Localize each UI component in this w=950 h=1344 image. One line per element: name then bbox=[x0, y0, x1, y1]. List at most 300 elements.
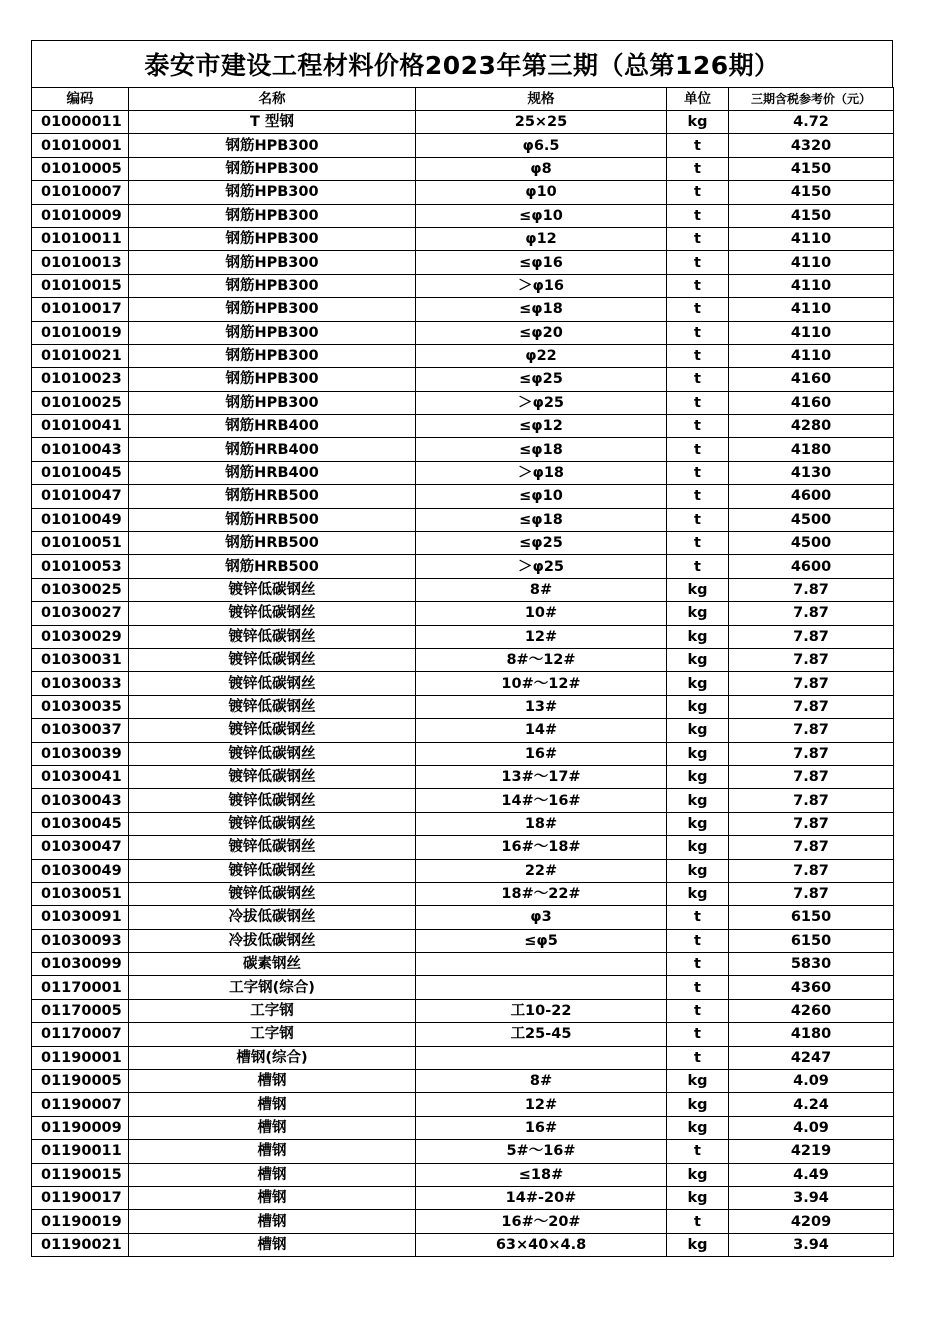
table-row bbox=[32, 578, 894, 601]
cell-code: 01030027 bbox=[32, 602, 129, 625]
cell-price: 4110 bbox=[729, 251, 894, 274]
cell-unit: t bbox=[667, 227, 729, 250]
cell-spec: ＞φ16 bbox=[416, 274, 667, 297]
cell-price: 7.87 bbox=[729, 719, 894, 742]
cell-spec bbox=[416, 953, 667, 976]
cell-price: 7.87 bbox=[729, 742, 894, 765]
table-row bbox=[32, 1093, 894, 1116]
cell-name: 槽钢 bbox=[129, 1210, 416, 1233]
table-header-row bbox=[32, 88, 894, 111]
cell-name: 镀锌低碳钢丝 bbox=[129, 882, 416, 905]
cell-price: 4.09 bbox=[729, 1070, 894, 1093]
cell-unit: t bbox=[667, 906, 729, 929]
cell-unit: kg bbox=[667, 695, 729, 718]
header-spec: 规格 bbox=[416, 88, 667, 111]
cell-unit: t bbox=[667, 485, 729, 508]
cell-price: 4360 bbox=[729, 976, 894, 999]
cell-price: 7.87 bbox=[729, 765, 894, 788]
cell-code: 01190011 bbox=[32, 1140, 129, 1163]
cell-spec: ≤φ10 bbox=[416, 204, 667, 227]
cell-unit: t bbox=[667, 274, 729, 297]
cell-spec: 10# bbox=[416, 602, 667, 625]
cell-price: 6150 bbox=[729, 929, 894, 952]
cell-name: 镀锌低碳钢丝 bbox=[129, 859, 416, 882]
table-row bbox=[32, 204, 894, 227]
cell-spec: φ10 bbox=[416, 181, 667, 204]
cell-name: 镀锌低碳钢丝 bbox=[129, 602, 416, 625]
cell-name: 工字钢(综合) bbox=[129, 976, 416, 999]
cell-spec: 工10-22 bbox=[416, 999, 667, 1022]
cell-name: T 型钢 bbox=[129, 111, 416, 134]
table-row bbox=[32, 111, 894, 134]
cell-spec: 8#～12# bbox=[416, 648, 667, 671]
cell-price: 7.87 bbox=[729, 672, 894, 695]
cell-unit: t bbox=[667, 532, 729, 555]
cell-name: 槽钢(综合) bbox=[129, 1046, 416, 1069]
cell-unit: t bbox=[667, 438, 729, 461]
table-row bbox=[32, 227, 894, 250]
table-row bbox=[32, 1070, 894, 1093]
cell-code: 01010015 bbox=[32, 274, 129, 297]
cell-code: 01190009 bbox=[32, 1116, 129, 1139]
cell-name: 槽钢 bbox=[129, 1116, 416, 1139]
cell-unit: t bbox=[667, 298, 729, 321]
table-row bbox=[32, 1046, 894, 1069]
cell-name: 钢筋HPB300 bbox=[129, 227, 416, 250]
table-row bbox=[32, 672, 894, 695]
table-row bbox=[32, 134, 894, 157]
table-row bbox=[32, 532, 894, 555]
cell-name: 钢筋HRB500 bbox=[129, 532, 416, 555]
cell-unit: t bbox=[667, 461, 729, 484]
price-table bbox=[31, 87, 894, 1257]
cell-unit: kg bbox=[667, 789, 729, 812]
cell-price: 7.87 bbox=[729, 836, 894, 859]
cell-spec: ≤φ18 bbox=[416, 298, 667, 321]
cell-unit: kg bbox=[667, 111, 729, 134]
cell-code: 01010043 bbox=[32, 438, 129, 461]
cell-price: 4150 bbox=[729, 204, 894, 227]
cell-unit: kg bbox=[667, 1070, 729, 1093]
cell-code: 01190017 bbox=[32, 1186, 129, 1209]
cell-name: 镀锌低碳钢丝 bbox=[129, 836, 416, 859]
cell-code: 01010001 bbox=[32, 134, 129, 157]
cell-unit: t bbox=[667, 508, 729, 531]
cell-code: 01170001 bbox=[32, 976, 129, 999]
cell-unit: kg bbox=[667, 1186, 729, 1209]
cell-price: 7.87 bbox=[729, 695, 894, 718]
cell-name: 槽钢 bbox=[129, 1093, 416, 1116]
cell-price: 4500 bbox=[729, 508, 894, 531]
cell-unit: t bbox=[667, 1046, 729, 1069]
cell-price: 7.87 bbox=[729, 648, 894, 671]
cell-price: 4.24 bbox=[729, 1093, 894, 1116]
cell-price: 4247 bbox=[729, 1046, 894, 1069]
cell-spec: 63×40×4.8 bbox=[416, 1233, 667, 1256]
cell-unit: t bbox=[667, 251, 729, 274]
cell-code: 01190015 bbox=[32, 1163, 129, 1186]
cell-price: 7.87 bbox=[729, 625, 894, 648]
cell-unit: t bbox=[667, 555, 729, 578]
document-title: 泰安市建设工程材料价格2023年第三期（总第126期） bbox=[31, 40, 893, 87]
cell-unit: t bbox=[667, 134, 729, 157]
header-code: 编码 bbox=[32, 88, 129, 111]
cell-name: 钢筋HPB300 bbox=[129, 391, 416, 414]
cell-name: 镀锌低碳钢丝 bbox=[129, 789, 416, 812]
cell-name: 碳素钢丝 bbox=[129, 953, 416, 976]
header-name: 名称 bbox=[129, 88, 416, 111]
cell-price: 4.72 bbox=[729, 111, 894, 134]
cell-spec: ≤φ10 bbox=[416, 485, 667, 508]
cell-unit: kg bbox=[667, 1116, 729, 1139]
cell-name: 槽钢 bbox=[129, 1163, 416, 1186]
cell-spec: 14# bbox=[416, 719, 667, 742]
table-row bbox=[32, 929, 894, 952]
cell-name: 钢筋HPB300 bbox=[129, 274, 416, 297]
cell-price: 4150 bbox=[729, 181, 894, 204]
cell-spec: φ12 bbox=[416, 227, 667, 250]
cell-price: 4180 bbox=[729, 438, 894, 461]
cell-unit: t bbox=[667, 1140, 729, 1163]
cell-spec: φ8 bbox=[416, 157, 667, 180]
cell-code: 01190007 bbox=[32, 1093, 129, 1116]
cell-spec: ≤φ12 bbox=[416, 415, 667, 438]
cell-spec: ≤φ18 bbox=[416, 508, 667, 531]
cell-price: 3.94 bbox=[729, 1233, 894, 1256]
cell-code: 01030093 bbox=[32, 929, 129, 952]
cell-spec: 8# bbox=[416, 1070, 667, 1093]
cell-spec: φ22 bbox=[416, 344, 667, 367]
cell-name: 钢筋HPB300 bbox=[129, 204, 416, 227]
cell-price: 4160 bbox=[729, 368, 894, 391]
cell-price: 4.09 bbox=[729, 1116, 894, 1139]
table-row bbox=[32, 1023, 894, 1046]
cell-code: 01010005 bbox=[32, 157, 129, 180]
cell-unit: t bbox=[667, 157, 729, 180]
table-row bbox=[32, 906, 894, 929]
table-row bbox=[32, 508, 894, 531]
cell-name: 工字钢 bbox=[129, 999, 416, 1022]
cell-name: 钢筋HPB300 bbox=[129, 344, 416, 367]
cell-spec: 16#～18# bbox=[416, 836, 667, 859]
cell-name: 镀锌低碳钢丝 bbox=[129, 578, 416, 601]
cell-name: 镀锌低碳钢丝 bbox=[129, 742, 416, 765]
cell-unit: t bbox=[667, 1023, 729, 1046]
cell-spec: 25×25 bbox=[416, 111, 667, 134]
table-row bbox=[32, 648, 894, 671]
cell-spec: 8# bbox=[416, 578, 667, 601]
cell-name: 钢筋HPB300 bbox=[129, 157, 416, 180]
cell-spec: ≤φ20 bbox=[416, 321, 667, 344]
cell-name: 镀锌低碳钢丝 bbox=[129, 719, 416, 742]
table-row bbox=[32, 625, 894, 648]
table-row bbox=[32, 344, 894, 367]
cell-price: 4110 bbox=[729, 344, 894, 367]
cell-price: 7.87 bbox=[729, 859, 894, 882]
cell-price: 4600 bbox=[729, 555, 894, 578]
cell-unit: kg bbox=[667, 602, 729, 625]
table-row bbox=[32, 438, 894, 461]
cell-spec: ＞φ18 bbox=[416, 461, 667, 484]
cell-code: 01030045 bbox=[32, 812, 129, 835]
cell-name: 钢筋HPB300 bbox=[129, 181, 416, 204]
cell-code: 01010047 bbox=[32, 485, 129, 508]
cell-code: 01030031 bbox=[32, 648, 129, 671]
cell-unit: kg bbox=[667, 1093, 729, 1116]
cell-unit: kg bbox=[667, 1163, 729, 1186]
cell-spec: ≤φ16 bbox=[416, 251, 667, 274]
table-row bbox=[32, 976, 894, 999]
cell-name: 槽钢 bbox=[129, 1233, 416, 1256]
cell-code: 01190001 bbox=[32, 1046, 129, 1069]
cell-spec: 12# bbox=[416, 1093, 667, 1116]
cell-price: 4320 bbox=[729, 134, 894, 157]
cell-code: 01010045 bbox=[32, 461, 129, 484]
table-row bbox=[32, 859, 894, 882]
cell-unit: kg bbox=[667, 882, 729, 905]
table-row bbox=[32, 999, 894, 1022]
cell-code: 01030037 bbox=[32, 719, 129, 742]
cell-code: 01010011 bbox=[32, 227, 129, 250]
cell-unit: kg bbox=[667, 765, 729, 788]
cell-name: 钢筋HPB300 bbox=[129, 321, 416, 344]
cell-spec: ＞φ25 bbox=[416, 555, 667, 578]
price-sheet bbox=[31, 40, 893, 1257]
cell-code: 01030047 bbox=[32, 836, 129, 859]
cell-unit: kg bbox=[667, 648, 729, 671]
cell-unit: kg bbox=[667, 1233, 729, 1256]
table-row bbox=[32, 695, 894, 718]
cell-code: 01010021 bbox=[32, 344, 129, 367]
cell-spec: φ3 bbox=[416, 906, 667, 929]
cell-price: 4600 bbox=[729, 485, 894, 508]
cell-price: 7.87 bbox=[729, 882, 894, 905]
cell-unit: t bbox=[667, 368, 729, 391]
table-row bbox=[32, 415, 894, 438]
cell-name: 钢筋HRB400 bbox=[129, 461, 416, 484]
cell-name: 镀锌低碳钢丝 bbox=[129, 812, 416, 835]
cell-price: 7.87 bbox=[729, 789, 894, 812]
cell-code: 01170005 bbox=[32, 999, 129, 1022]
cell-code: 01030091 bbox=[32, 906, 129, 929]
table-row bbox=[32, 368, 894, 391]
table-row bbox=[32, 1233, 894, 1256]
cell-unit: t bbox=[667, 415, 729, 438]
cell-spec: φ6.5 bbox=[416, 134, 667, 157]
cell-name: 钢筋HPB300 bbox=[129, 251, 416, 274]
cell-name: 钢筋HRB500 bbox=[129, 508, 416, 531]
cell-code: 01190021 bbox=[32, 1233, 129, 1256]
table-row bbox=[32, 1186, 894, 1209]
table-row bbox=[32, 602, 894, 625]
table-row bbox=[32, 953, 894, 976]
cell-code: 01190005 bbox=[32, 1070, 129, 1093]
cell-spec: 18# bbox=[416, 812, 667, 835]
cell-code: 01030029 bbox=[32, 625, 129, 648]
cell-spec: 16# bbox=[416, 1116, 667, 1139]
table-row bbox=[32, 742, 894, 765]
cell-price: 4150 bbox=[729, 157, 894, 180]
cell-spec: ≤18# bbox=[416, 1163, 667, 1186]
cell-unit: t bbox=[667, 391, 729, 414]
table-row bbox=[32, 298, 894, 321]
cell-unit: kg bbox=[667, 672, 729, 695]
cell-price: 4110 bbox=[729, 274, 894, 297]
cell-price: 6150 bbox=[729, 906, 894, 929]
cell-price: 4209 bbox=[729, 1210, 894, 1233]
cell-price: 4180 bbox=[729, 1023, 894, 1046]
cell-name: 钢筋HPB300 bbox=[129, 368, 416, 391]
cell-spec: ≤φ18 bbox=[416, 438, 667, 461]
cell-spec bbox=[416, 976, 667, 999]
cell-code: 01170007 bbox=[32, 1023, 129, 1046]
cell-code: 01010049 bbox=[32, 508, 129, 531]
cell-spec: 5#～16# bbox=[416, 1140, 667, 1163]
cell-code: 01030039 bbox=[32, 742, 129, 765]
cell-name: 槽钢 bbox=[129, 1140, 416, 1163]
cell-spec: 16#～20# bbox=[416, 1210, 667, 1233]
table-row bbox=[32, 321, 894, 344]
header-unit: 单位 bbox=[667, 88, 729, 111]
cell-spec: 14#～16# bbox=[416, 789, 667, 812]
cell-spec: 13#～17# bbox=[416, 765, 667, 788]
cell-code: 01030051 bbox=[32, 882, 129, 905]
cell-spec bbox=[416, 1046, 667, 1069]
table-row bbox=[32, 1116, 894, 1139]
cell-price: 4110 bbox=[729, 321, 894, 344]
cell-code: 01030099 bbox=[32, 953, 129, 976]
cell-name: 冷拔低碳钢丝 bbox=[129, 929, 416, 952]
cell-price: 7.87 bbox=[729, 578, 894, 601]
cell-spec: 14#-20# bbox=[416, 1186, 667, 1209]
cell-spec: ＞φ25 bbox=[416, 391, 667, 414]
cell-code: 01010009 bbox=[32, 204, 129, 227]
cell-code: 01010041 bbox=[32, 415, 129, 438]
table-row bbox=[32, 485, 894, 508]
table-row bbox=[32, 882, 894, 905]
cell-unit: t bbox=[667, 929, 729, 952]
cell-name: 工字钢 bbox=[129, 1023, 416, 1046]
cell-spec: ≤φ25 bbox=[416, 368, 667, 391]
cell-code: 01030049 bbox=[32, 859, 129, 882]
cell-code: 01030033 bbox=[32, 672, 129, 695]
cell-name: 钢筋HRB500 bbox=[129, 485, 416, 508]
cell-unit: t bbox=[667, 953, 729, 976]
cell-unit: t bbox=[667, 999, 729, 1022]
cell-code: 01030025 bbox=[32, 578, 129, 601]
cell-code: 01010017 bbox=[32, 298, 129, 321]
cell-unit: kg bbox=[667, 719, 729, 742]
table-row bbox=[32, 251, 894, 274]
cell-price: 5830 bbox=[729, 953, 894, 976]
table-row bbox=[32, 765, 894, 788]
cell-code: 01030043 bbox=[32, 789, 129, 812]
cell-unit: kg bbox=[667, 578, 729, 601]
cell-code: 01030035 bbox=[32, 695, 129, 718]
cell-spec: 16# bbox=[416, 742, 667, 765]
cell-code: 01190019 bbox=[32, 1210, 129, 1233]
cell-code: 01010051 bbox=[32, 532, 129, 555]
cell-name: 钢筋HPB300 bbox=[129, 298, 416, 321]
table-row bbox=[32, 789, 894, 812]
cell-price: 4260 bbox=[729, 999, 894, 1022]
table-row bbox=[32, 274, 894, 297]
cell-price: 4500 bbox=[729, 532, 894, 555]
cell-name: 槽钢 bbox=[129, 1186, 416, 1209]
cell-code: 01030041 bbox=[32, 765, 129, 788]
cell-name: 槽钢 bbox=[129, 1070, 416, 1093]
cell-code: 01010025 bbox=[32, 391, 129, 414]
table-row bbox=[32, 1140, 894, 1163]
cell-spec: 22# bbox=[416, 859, 667, 882]
cell-price: 4130 bbox=[729, 461, 894, 484]
cell-price: 4160 bbox=[729, 391, 894, 414]
table-row bbox=[32, 555, 894, 578]
cell-price: 4110 bbox=[729, 298, 894, 321]
table-row bbox=[32, 719, 894, 742]
table-row bbox=[32, 1210, 894, 1233]
cell-name: 钢筋HRB500 bbox=[129, 555, 416, 578]
table-row bbox=[32, 157, 894, 180]
table-row bbox=[32, 836, 894, 859]
cell-price: 4110 bbox=[729, 227, 894, 250]
cell-price: 4.49 bbox=[729, 1163, 894, 1186]
cell-unit: kg bbox=[667, 859, 729, 882]
cell-spec: 10#～12# bbox=[416, 672, 667, 695]
cell-name: 镀锌低碳钢丝 bbox=[129, 648, 416, 671]
cell-unit: t bbox=[667, 976, 729, 999]
cell-spec: ≤φ25 bbox=[416, 532, 667, 555]
cell-price: 3.94 bbox=[729, 1186, 894, 1209]
cell-price: 4219 bbox=[729, 1140, 894, 1163]
cell-code: 01010053 bbox=[32, 555, 129, 578]
cell-unit: t bbox=[667, 181, 729, 204]
table-row bbox=[32, 1163, 894, 1186]
cell-price: 4280 bbox=[729, 415, 894, 438]
cell-name: 镀锌低碳钢丝 bbox=[129, 625, 416, 648]
cell-name: 钢筋HRB400 bbox=[129, 438, 416, 461]
cell-code: 01010013 bbox=[32, 251, 129, 274]
cell-code: 01010007 bbox=[32, 181, 129, 204]
cell-price: 7.87 bbox=[729, 812, 894, 835]
cell-spec: 18#～22# bbox=[416, 882, 667, 905]
cell-unit: kg bbox=[667, 836, 729, 859]
cell-unit: t bbox=[667, 1210, 729, 1233]
cell-name: 钢筋HRB400 bbox=[129, 415, 416, 438]
cell-name: 钢筋HPB300 bbox=[129, 134, 416, 157]
header-price: 三期含税参考价（元） bbox=[729, 88, 894, 111]
cell-spec: 13# bbox=[416, 695, 667, 718]
cell-name: 镀锌低碳钢丝 bbox=[129, 695, 416, 718]
cell-name: 镀锌低碳钢丝 bbox=[129, 765, 416, 788]
table-row bbox=[32, 391, 894, 414]
cell-unit: t bbox=[667, 344, 729, 367]
cell-spec: 12# bbox=[416, 625, 667, 648]
cell-unit: kg bbox=[667, 625, 729, 648]
table-row bbox=[32, 812, 894, 835]
cell-code: 01010019 bbox=[32, 321, 129, 344]
cell-unit: kg bbox=[667, 812, 729, 835]
cell-price: 7.87 bbox=[729, 602, 894, 625]
cell-code: 01010023 bbox=[32, 368, 129, 391]
cell-unit: t bbox=[667, 204, 729, 227]
cell-spec: 工25-45 bbox=[416, 1023, 667, 1046]
cell-code: 01000011 bbox=[32, 111, 129, 134]
table-row bbox=[32, 461, 894, 484]
cell-name: 冷拔低碳钢丝 bbox=[129, 906, 416, 929]
cell-name: 镀锌低碳钢丝 bbox=[129, 672, 416, 695]
cell-unit: t bbox=[667, 321, 729, 344]
